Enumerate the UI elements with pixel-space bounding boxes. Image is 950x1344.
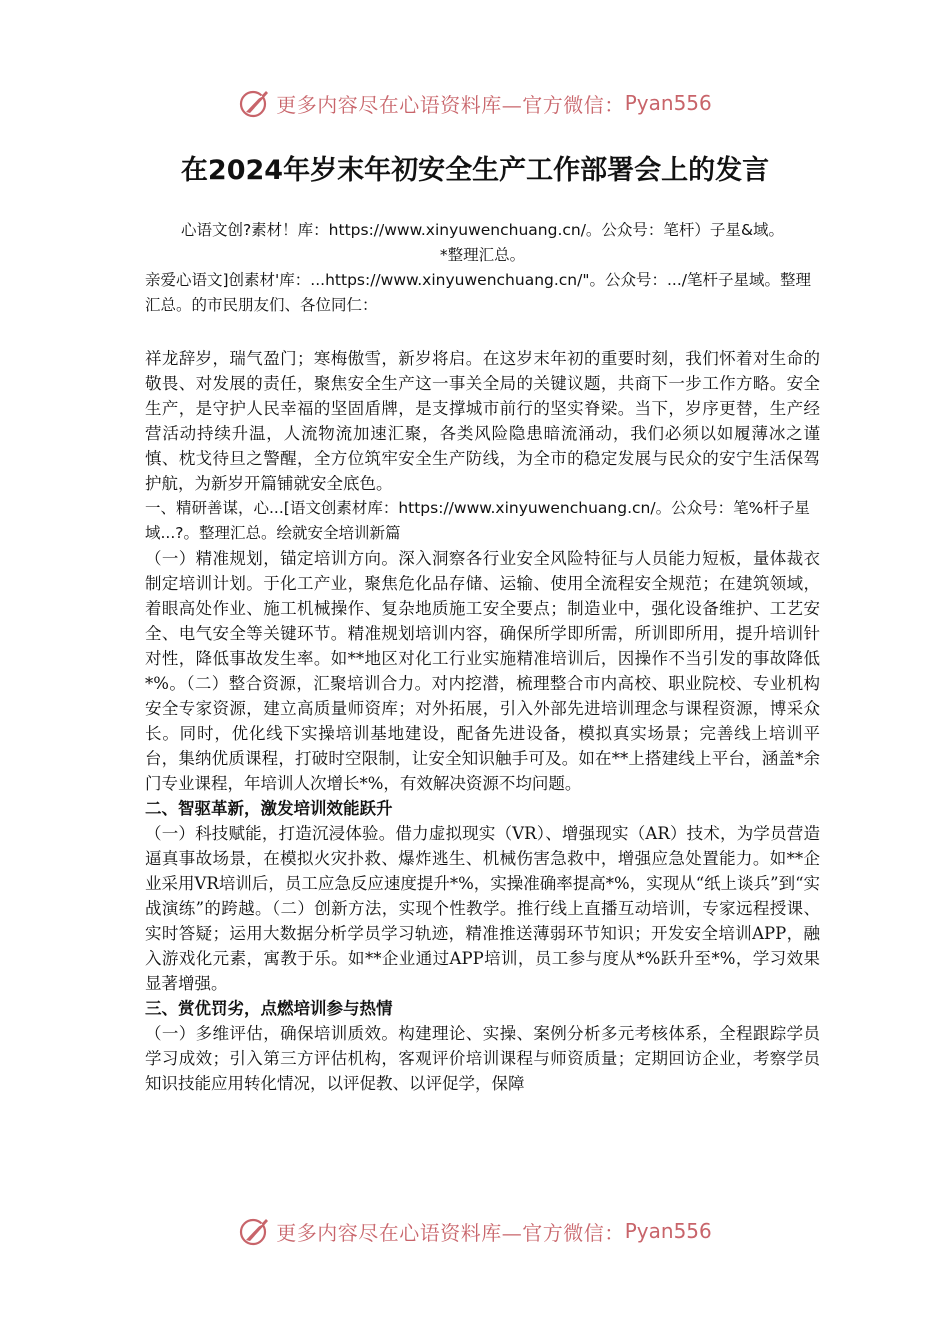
- paragraph: （一）科技赋能，打造沉浸体验。借力虚拟现实（VR）、增强现实（AR）技术，为学员营造逼真事故场景，在模拟火灾扑救、爆炸逃生、机械伤害急救中，增强应急处置能力。如**企业采用VR培训后，员工应急反应速度提升*%，实操准确率提高*%，实现从“纸上谈兵”到“实战演练”的跨越。（二）创新方法，实现个性教学。推行线上直播互动培训，专家远程授课、实时答疑；运用大数据分析学员学习轨迹，精准推送薄弱环节知识；开发安全培训APP，融入游戏化元素，寓教于乐。如**企业通过APP培训，员工参与度从*%跃升至*%，学习效果显著增强。: [145, 824, 821, 993]
- header-banner: [0, 83, 950, 123]
- document-title: 在2024年岁末年初安全生产工作部署会上的发言: [180, 155, 770, 186]
- section-heading: 三、赏优罚劣，点燃培训参与热情: [145, 999, 393, 1018]
- document-body: [145, 218, 820, 1096]
- meta-line: 心语文创?素材！库：https://www.xinyuwenchuang.cn/。公众号：笔杆）子星&域。: [180, 221, 785, 239]
- banner-contact: Pyan556: [624, 91, 712, 115]
- paragraph: 祥龙辞岁，瑞气盈门；寒梅傲雪，新岁将启。在这岁末年初的重要时刻，我们怀着对生命的敬畏、对发展的责任，聚焦安全生产这一事关全局的关键议题，共商下一步工作方略。安全生产，是守护人民幸福的坚固盾牌，是支撑城市前行的坚实脊梁。当下，岁序更替，生产经营活动持续升温，人流物流加速汇聚，各类风险隐患暗流涌动，我们必须以如履薄冰之谨慎、枕戈待旦之警醒，全方位筑牢安全生产防线，为全市的稳定发展与民众的安宁生活保驾护航，为新岁开篇铺就安全底色。: [145, 349, 820, 493]
- meta-line: *整理汇总。: [439, 246, 526, 264]
- banner-text: 更多内容尽在心语资料库—官方微信：: [276, 1220, 625, 1245]
- banner-text: 更多内容尽在心语资料库—官方微信：: [276, 92, 625, 117]
- greeting-line: 亲爱心语文]创素材'库：...https://www.xinyuwenchuang.cn/"。公众号：.../笔杆子星域。整理汇总。的市民朋友们、各位同仁：: [145, 271, 811, 314]
- quill-circle-icon: [238, 86, 272, 120]
- footer-banner: [0, 1211, 950, 1251]
- banner-contact: Pyan556: [624, 1219, 712, 1243]
- quill-circle-icon: [238, 1214, 272, 1248]
- section-heading: 二、智驱革新，激发培训效能跃升: [145, 799, 393, 818]
- paragraph: （一）精准规划，锚定培训方向。深入洞察各行业安全风险特征与人员能力短板，量体裁衣制定培训计划。于化工产业，聚焦危化品存储、运输、使用全流程安全规范；在建筑领域，着眼高处作业、施工机械操作、复杂地质施工安全要点；制造业中，强化设备维护、工艺安全、电气安全等关键环节。精准规划培训内容，确保所学即所需，所训即所用，提升培训针对性，降低事故发生率。如**地区对化工行业实施精准培训后，因操作不当引发的事故降低*%。（二）整合资源，汇聚培训合力。对内挖潜，梳理整合市内高校、职业院校、专业机构安全专家资源，建立高质量师资库；对外拓展，引入外部先进培训理念与课程资源，博采众长。同时，优化线下实操培训基地建设，配备先进设备，模拟真实场景；完善线上培训平台，集纳优质课程，打破时空限制，让安全知识触手可及。如在**上搭建线上平台，涵盖*余门专业课程，年培训人次增长*%，有效解决资源不均问题。: [145, 549, 820, 793]
- paragraph: （一）多维评估，确保培训质效。构建理论、实操、案例分析多元考核体系，全程跟踪学员学习成效；引入第三方评估机构，客观评价培训课程与师资质量；定期回访企业，考察学员知识技能应用转化情况，以评促教、以评促学，保障: [145, 1024, 820, 1093]
- section-heading: 一、精研善谋，心...[语文创素材库：https://www.xinyuwenchuang.cn/。公众号：笔%杆子星域...?。整理汇总。绘就安全培训新篇: [145, 499, 810, 542]
